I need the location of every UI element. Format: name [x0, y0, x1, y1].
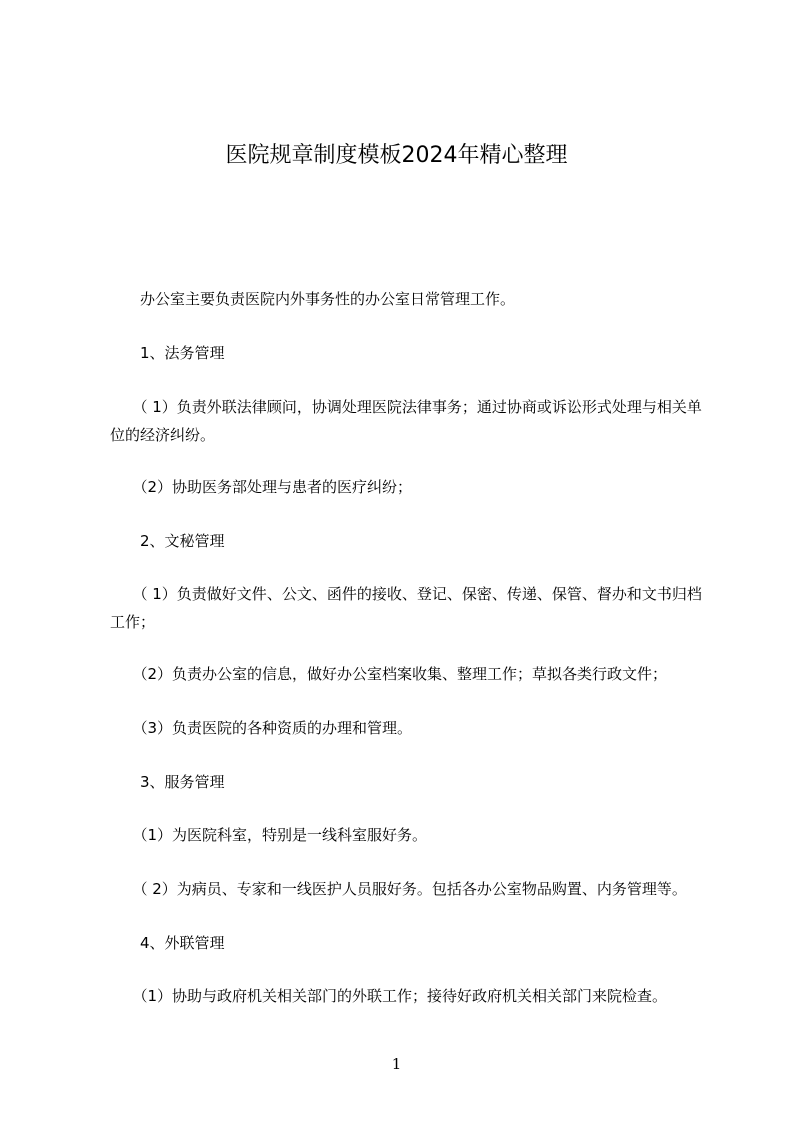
paragraph-secretarial-3: （3）负责医院的各种资质的办理和管理。: [110, 719, 413, 737]
section-heading-secretarial: 2、文秘管理: [110, 532, 225, 550]
paragraph-legal-2: （2）协助医务部处理与患者的医疗纠纷；: [110, 478, 413, 496]
section-heading-legal: 1、法务管理: [110, 344, 225, 362]
section-heading-external: 4、外联管理: [110, 934, 225, 952]
paragraph-intro: 办公室主要负责医院内外事务性的办公室日常管理工作。: [110, 290, 516, 308]
page-number: 1: [391, 1055, 402, 1073]
document-title: 医院规章制度模板2024年精心整理: [225, 143, 568, 168]
paragraph-secretarial-1: （ 1）负责做好文件、公文、函件的接收、登记、保密、传递、保管、督办和文书归档工作；: [110, 585, 702, 631]
paragraph-external-1: （1）协助与政府机关相关部门的外联工作；接待好政府机关相关部门来院检查。: [110, 987, 668, 1005]
paragraph-legal-1: （ 1）负责外联法律顾问，协调处理医院法律事务；通过协商或诉讼形式处理与相关单位的经济纠纷。: [110, 398, 702, 444]
paragraph-service-1: （1）为医院科室，特别是一线科室服好务。: [110, 826, 428, 844]
paragraph-secretarial-2: （2）负责办公室的信息，做好办公室档案收集、整理工作；草拟各类行政文件；: [110, 665, 668, 683]
section-heading-service: 3、服务管理: [110, 773, 225, 791]
paragraph-service-2: （ 2）为病员、专家和一线医护人员服好务。包括各办公室物品购置、内务管理等。: [110, 880, 687, 898]
